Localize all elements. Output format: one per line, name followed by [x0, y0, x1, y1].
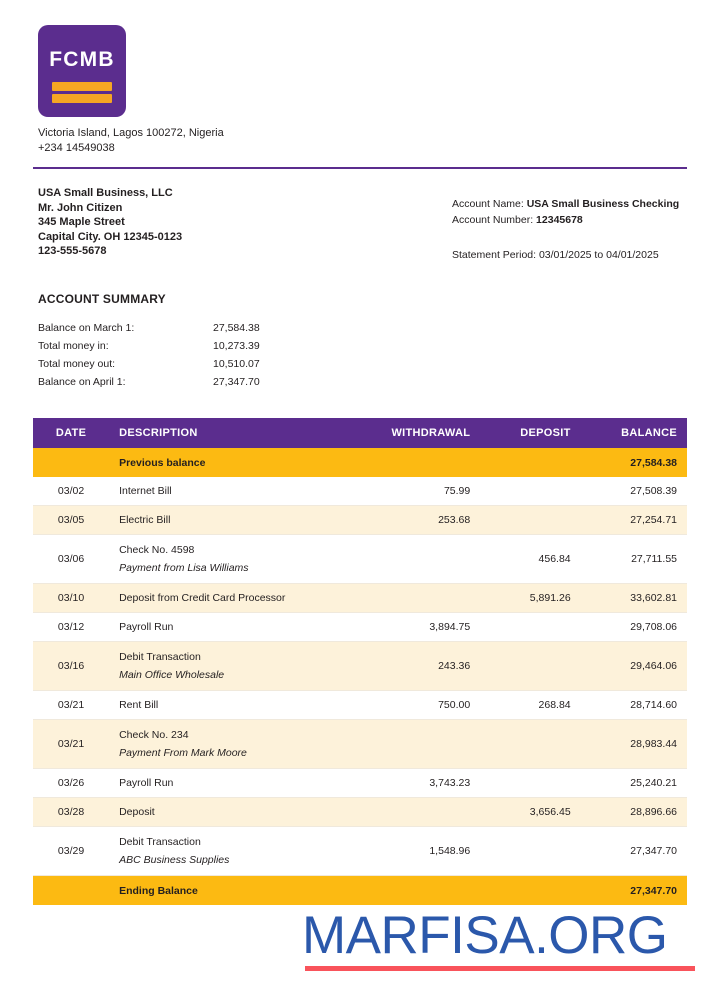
- bank-address: [38, 126, 224, 156]
- row-description-main: Payroll Run: [119, 621, 174, 633]
- summary-row: [38, 322, 328, 340]
- row-balance: 29,708.06: [581, 613, 687, 642]
- row-date: 03/21: [33, 691, 109, 720]
- row-date: 03/29: [33, 827, 109, 876]
- summary-amount: 10,273.39: [213, 340, 260, 352]
- row-balance: 28,714.60: [581, 691, 687, 720]
- header-date: DATE: [33, 418, 109, 448]
- row-withdrawal: 3,743.23: [359, 769, 480, 798]
- row-withdrawal: [359, 720, 480, 769]
- row-date: 03/12: [33, 613, 109, 642]
- bank-logo-text: FCMB: [49, 48, 115, 71]
- row-deposit: [480, 506, 580, 535]
- row-description: [109, 691, 359, 720]
- account-name-value: USA Small Business Checking: [526, 198, 680, 210]
- row-withdrawal: 750.00: [359, 691, 480, 720]
- row-deposit: [480, 477, 580, 506]
- row-deposit: 456.84: [480, 535, 580, 584]
- account-number-label: Account Number:: [452, 214, 534, 226]
- row-deposit: 3,656.45: [480, 798, 580, 827]
- row-description: [109, 642, 359, 691]
- account-number-row: [452, 212, 679, 228]
- row-balance: 27,254.71: [581, 506, 687, 535]
- ending-balance-withdrawal: [359, 876, 480, 906]
- row-date: 03/06: [33, 535, 109, 584]
- watermark: [302, 908, 702, 971]
- row-withdrawal: 75.99: [359, 477, 480, 506]
- row-description-main: Check No. 4598: [119, 544, 195, 556]
- row-description-main: Check No. 234: [119, 729, 189, 741]
- row-balance: 25,240.21: [581, 769, 687, 798]
- row-description: [109, 798, 359, 827]
- customer-phone: 123-555-5678: [38, 245, 107, 257]
- previous-balance-row: [33, 448, 687, 477]
- account-summary-title: ACCOUNT SUMMARY: [38, 292, 166, 306]
- transactions-table: [33, 418, 687, 905]
- row-withdrawal: [359, 535, 480, 584]
- account-info-block: [452, 196, 679, 228]
- summary-label: Total money out:: [38, 358, 116, 370]
- table-row: [33, 535, 687, 584]
- table-row: [33, 477, 687, 506]
- header-withdrawal: WITHDRAWAL: [359, 418, 480, 448]
- row-balance: 29,464.06: [581, 642, 687, 691]
- logo-bar-top: [52, 82, 112, 91]
- table-row: [33, 506, 687, 535]
- bank-logo: [38, 25, 126, 117]
- header-deposit: DEPOSIT: [480, 418, 580, 448]
- table-row: [33, 769, 687, 798]
- watermark-underline: [305, 966, 695, 971]
- row-deposit: [480, 769, 580, 798]
- row-deposit: 5,891.26: [480, 584, 580, 613]
- row-description: [109, 477, 359, 506]
- summary-label: Balance on March 1:: [38, 322, 135, 334]
- row-description-main: Deposit: [119, 806, 155, 818]
- row-description: [109, 827, 359, 876]
- row-balance: 27,508.39: [581, 477, 687, 506]
- customer-city-state-zip: Capital City. OH 12345-0123: [38, 230, 183, 243]
- summary-amount: 27,584.38: [213, 322, 260, 334]
- row-description-main: Rent Bill: [119, 699, 159, 711]
- watermark-text: MARFISA.ORG: [302, 906, 668, 965]
- row-deposit: [480, 827, 580, 876]
- row-balance: 27,347.70: [581, 827, 687, 876]
- transactions-header: [33, 418, 687, 448]
- row-date: 03/02: [33, 477, 109, 506]
- row-date: 03/16: [33, 642, 109, 691]
- row-deposit: [480, 720, 580, 769]
- row-description: [109, 535, 359, 584]
- row-description-sub: ABC Business Supplies: [119, 854, 230, 866]
- row-withdrawal: 243.36: [359, 642, 480, 691]
- table-row: [33, 720, 687, 769]
- header-description: DESCRIPTION: [109, 418, 359, 448]
- row-description-main: Deposit from Credit Card Processor: [119, 592, 286, 604]
- account-summary-body: [38, 322, 328, 394]
- header-balance: BALANCE: [581, 418, 687, 448]
- summary-label: Total money in:: [38, 340, 109, 352]
- customer-name: Mr. John Citizen: [38, 201, 123, 214]
- customer-street: 345 Maple Street: [38, 216, 125, 228]
- row-description-main: Debit Transaction: [119, 651, 201, 663]
- summary-row: [38, 358, 328, 376]
- previous-balance-date: [33, 448, 109, 477]
- ending-balance-deposit: [480, 876, 580, 906]
- row-description-sub: Payment from Lisa Williams: [119, 562, 249, 574]
- row-description-main: Electric Bill: [119, 514, 171, 526]
- row-description-main: Internet Bill: [119, 485, 172, 497]
- transactions-body: [33, 448, 687, 905]
- bank-address-line-2: +234 14549038: [38, 142, 115, 154]
- row-withdrawal: 3,894.75: [359, 613, 480, 642]
- row-withdrawal: 253.68: [359, 506, 480, 535]
- customer-address-block: [38, 186, 182, 259]
- ending-balance-row: [33, 876, 687, 906]
- bank-logo-bars-icon: [52, 82, 112, 103]
- customer-company: USA Small Business, LLC: [38, 187, 173, 199]
- row-description-main: Debit Transaction: [119, 836, 201, 848]
- summary-label: Balance on April 1:: [38, 376, 126, 388]
- row-withdrawal: 1,548.96: [359, 827, 480, 876]
- previous-balance-withdrawal: [359, 448, 480, 477]
- row-deposit: [480, 613, 580, 642]
- logo-bar-bottom: [52, 94, 112, 103]
- account-name-label: Account Name:: [452, 198, 524, 210]
- transactions-header-row: [33, 418, 687, 448]
- summary-amount: 27,347.70: [213, 376, 260, 388]
- table-row: [33, 613, 687, 642]
- row-balance: 33,602.81: [581, 584, 687, 613]
- row-balance: 28,896.66: [581, 798, 687, 827]
- row-description: [109, 613, 359, 642]
- previous-balance-label: Previous balance: [109, 448, 359, 477]
- row-date: 03/10: [33, 584, 109, 613]
- row-description: [109, 584, 359, 613]
- row-description-sub: Main Office Wholesale: [119, 669, 225, 681]
- bank-address-line-1: Victoria Island, Lagos 100272, Nigeria: [38, 127, 224, 139]
- table-row: [33, 691, 687, 720]
- statement-period: Statement Period: 03/01/2025 to 04/01/2025: [452, 249, 659, 261]
- row-description: [109, 769, 359, 798]
- previous-balance-amount: 27,584.38: [581, 448, 687, 477]
- row-date: 03/05: [33, 506, 109, 535]
- account-name-row: [452, 196, 679, 212]
- row-date: 03/21: [33, 720, 109, 769]
- row-description: [109, 506, 359, 535]
- row-balance: 27,711.55: [581, 535, 687, 584]
- table-row: [33, 798, 687, 827]
- header-divider: [33, 167, 687, 169]
- row-deposit: 268.84: [480, 691, 580, 720]
- table-row: [33, 827, 687, 876]
- ending-balance-amount: 27,347.70: [581, 876, 687, 906]
- ending-balance-date: [33, 876, 109, 906]
- table-row: [33, 642, 687, 691]
- row-description-main: Payroll Run: [119, 777, 174, 789]
- account-number-value: 12345678: [536, 214, 583, 226]
- row-withdrawal: [359, 584, 480, 613]
- ending-balance-label: Ending Balance: [109, 876, 359, 906]
- row-withdrawal: [359, 798, 480, 827]
- row-date: 03/28: [33, 798, 109, 827]
- row-description-sub: Payment From Mark Moore: [119, 747, 247, 759]
- row-date: 03/26: [33, 769, 109, 798]
- account-summary-table: [38, 322, 328, 394]
- row-balance: 28,983.44: [581, 720, 687, 769]
- previous-balance-deposit: [480, 448, 580, 477]
- summary-row: [38, 376, 328, 394]
- summary-row: [38, 340, 328, 358]
- table-row: [33, 584, 687, 613]
- row-deposit: [480, 642, 580, 691]
- row-description: [109, 720, 359, 769]
- summary-amount: 10,510.07: [213, 358, 260, 370]
